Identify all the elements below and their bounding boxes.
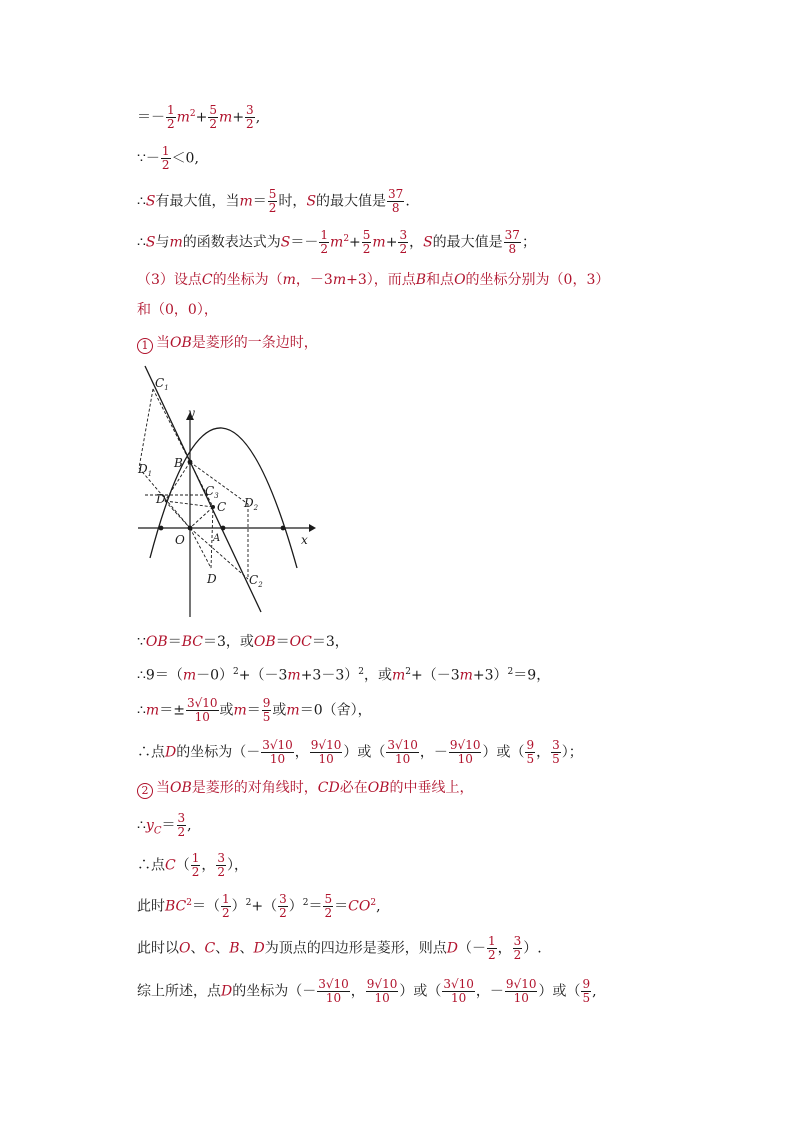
fraction: $\frac{9√10}{10}$ (366, 977, 398, 1005)
fraction: $\frac{3}{2}$ (513, 934, 522, 962)
circled-number-2: 2 (137, 783, 153, 799)
label-y: y (188, 406, 195, 420)
text-line-5: （3）设点C的坐标为（m，－3m+3），而点B和点O的坐标分别为（0，3） (137, 272, 610, 288)
fraction: $\frac{3}{2}$ (246, 103, 254, 132)
label-c3: $C_3$ (205, 484, 219, 500)
parabola (150, 428, 297, 568)
text-line-14: ∴点C（ $\frac{1}{2}$ ， $\frac{3}{2}$ ）， (137, 851, 248, 879)
text-line-13: $\therefore y_C=$ $\frac{3}{2}$ , (137, 811, 192, 839)
circled-number-1: 1 (137, 338, 153, 354)
label-x: x (301, 533, 308, 547)
fraction: $\frac{3}{2}$ (177, 811, 186, 839)
x-axis-arrow-icon (309, 524, 316, 532)
fraction: $\frac{5}{2}$ (324, 892, 333, 921)
fraction: $\frac{9}{5}$ (582, 977, 591, 1005)
fraction: $\frac{3}{2}$ (217, 851, 225, 879)
case-2-heading: 2 当OB是菱形的对角线时，CD必在OB的中垂线上， (137, 778, 473, 799)
fraction: $\frac{5}{2}$ (268, 187, 277, 215)
label-b: B (174, 456, 183, 470)
fraction: $\frac{3√10}{10}$ (318, 977, 349, 1005)
text-line-6: 和（0，0）， (137, 302, 218, 318)
label-d2: $D_2$ (244, 496, 259, 512)
text-line-10: ∴m＝± $\frac{3√10}{10}$ 或m＝ $\frac{9}{5}$ 或m＝0（舍）， (137, 696, 372, 724)
label-d1: $D_1$ (138, 462, 153, 478)
fraction: $\frac{5}{2}$ (362, 228, 371, 257)
fraction: $\frac{9}{5}$ (526, 738, 535, 766)
text-line-11: ∴点D的坐标为（－ $\frac{3√10}{10}$ ， $\frac{9√10}{10}$ ）或（ $\frac{3√10}{10}$ ，－ $\frac{9√10}{10}$ ）或（ $\frac{9}{5}$ ， $\frac{3}{5}$ ）； (137, 738, 583, 766)
fraction: $\frac{37}{8}$ (504, 228, 520, 257)
fraction: $\frac{3}{2}$ (279, 892, 287, 921)
label-c2: $C_2$ (249, 573, 263, 589)
text-line-3: ∴S有最大值，当m＝ $\frac{5}{2}$ 时，S的最大值是 $\frac{37}{8}$ . (137, 187, 410, 215)
fraction: $\frac{1}{2}$ (191, 851, 200, 879)
exponent: 2 (189, 109, 196, 119)
fraction: $\frac{3√10}{10}$ (387, 738, 418, 766)
text-line-4: ∴S与m的函数表达式为S＝－ $\frac{1}{2}$ $m^2+$ $\frac{5}{2}$ m+ $\frac{3}{2}$ ，S的最大值是 $\frac{37}{8}$ ； (137, 228, 536, 257)
fraction: $\frac{1}{2}$ (222, 892, 230, 921)
text-line-8: ∵OB＝BC＝3，或OB＝OC＝3， (137, 634, 349, 650)
text-line-16: 此时以O、C、B、D为顶点的四边形是菱形，则点D（－ $\frac{1}{2}$ ， $\frac{3}{2}$ ）. (137, 934, 542, 962)
equation-line-2: ∵－ $\frac{1}{2}$ ＜0, (137, 144, 199, 172)
fraction: $\frac{9}{5}$ (262, 696, 271, 724)
label-d3: D (156, 492, 166, 506)
fraction: $\frac{1}{2}$ (487, 934, 496, 962)
text-line-15: 此时$BC^2=$（ $\frac{1}{2}$ ）$^2$+（ $\frac{3}{2}$ ）$^2$＝ $\frac{5}{2}$ $=CO^2$, (137, 892, 381, 921)
label-d: D (207, 572, 217, 586)
geometry-figure (133, 362, 318, 624)
fraction: $\frac{5}{2}$ (209, 103, 218, 132)
fraction: $\frac{1}{2}$ (161, 144, 170, 172)
fraction: $\frac{9√10}{10}$ (449, 738, 481, 766)
fraction: $\frac{3}{5}$ (552, 738, 560, 766)
text-line-17: 综上所述，点D的坐标为（－ $\frac{3√10}{10}$ ， $\frac{9√10}{10}$ ）或（ $\frac{3√10}{10}$ ，－ $\frac{9√10}{10}$ ）或（ $\frac{9}{5}$ , (137, 977, 597, 1005)
fraction: $\frac{3√10}{10}$ (186, 696, 218, 724)
case-1-heading: 1 当OB是菱形的一条边时， (137, 333, 318, 354)
fraction: $\frac{9√10}{10}$ (505, 977, 537, 1005)
fraction: $\frac{1}{2}$ (320, 228, 329, 257)
fraction: $\frac{3}{2}$ (399, 228, 408, 257)
label-a: A (213, 533, 221, 544)
fraction: $\frac{37}{8}$ (388, 187, 404, 215)
fraction: $\frac{3√10}{10}$ (262, 738, 293, 766)
fraction: $\frac{3√10}{10}$ (443, 977, 474, 1005)
var-m: m (176, 109, 190, 126)
because-symbol: ∵－ (137, 150, 160, 167)
equation-line-1: ＝－ $\frac{1}{2}$ $m^2+$ $\frac{5}{2}$ m+ $\frac{3}{2}$ , (137, 103, 261, 132)
label-c1: $C_1$ (155, 376, 169, 392)
fraction: $\frac{9√10}{10}$ (310, 738, 342, 766)
label-o: O (175, 533, 185, 547)
label-c: C (217, 500, 227, 514)
text-line-9: $\therefore 9=(m-0)^2+(-3m+3-3)^2$，或$m^2+(-3m+3)^2=9$， (137, 667, 551, 684)
fraction: $\frac{1}{2}$ (167, 103, 175, 132)
text: ＝－ (137, 109, 165, 126)
